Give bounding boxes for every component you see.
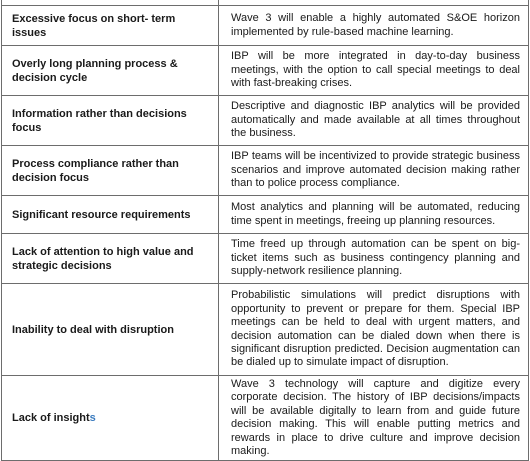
issue-text: Inability to deal with disruption [12, 323, 174, 336]
issue-text: Lack of attention to high value and strategic decisions [12, 245, 194, 272]
solution-cell: Probabilistic simulations will predict disruptions with opportunity to prevent or prepare for them. Special IBP meetings can be held to deal with urgent matters, and decision automation can be dialed down when there is significant disruption predicted. Decision augmentation can be dialed up to simulate impact of disruption. [219, 284, 529, 376]
issue-cell [2, 196, 219, 234]
table-row [2, 96, 529, 146]
issue-text-tail: s [89, 412, 96, 425]
issue-text: Process compliance rather than decision focus [12, 157, 179, 184]
table-row [2, 234, 529, 284]
issue-text: Significant resource requirements [12, 208, 191, 221]
issue-cell [2, 96, 219, 146]
solution-cell: Wave 3 technology will capture and digitize every corporate decision. The history of IBP decisions/impacts will be available digitally to learn from and guide future decision making. This will enable putting metrics and rewards in place to drive culture and improve decision making. [219, 376, 529, 461]
solution-cell: Descriptive and diagnostic IBP analytics will be provided automatically and made available at all times throughout the business. [219, 96, 529, 146]
ibp-issues-table [1, 0, 529, 461]
issue-cell [2, 284, 219, 376]
issue-cell [2, 234, 219, 284]
table-row [2, 376, 529, 461]
issue-cell [2, 6, 219, 46]
table-row [2, 146, 529, 196]
table-row [2, 196, 529, 234]
issue-text: Overly long planning process & decision cycle [12, 57, 178, 84]
table-row [2, 284, 529, 376]
issue-cell [2, 376, 219, 461]
table-row [2, 46, 529, 96]
solution-cell: IBP teams will be incentivized to provide strategic business scenarios and improve automated decision making rather than to police process compliance. [219, 146, 529, 196]
issue-cell [2, 146, 219, 196]
solution-cell: IBP will be more integrated in day-to-day business meetings, with the option to call special meetings to deal with fast-breaking crises. [219, 46, 529, 96]
issue-cell [2, 46, 219, 96]
solution-cell: Time freed up through automation can be spent on big-ticket items such as business contingency planning and supply-network resilience planning. [219, 234, 529, 284]
table-row [2, 6, 529, 46]
issue-text: Lack of insight [12, 412, 90, 425]
issue-text: Excessive focus on short- term issues [12, 12, 176, 39]
solution-cell: Wave 3 will enable a highly automated S&OE horizon implemented by rule-based machine learning. [219, 6, 529, 46]
issue-text: Information rather than decisions focus [12, 107, 187, 134]
solution-cell: Most analytics and planning will be automated, reducing time spent in meetings, freeing up planning resources. [219, 196, 529, 234]
